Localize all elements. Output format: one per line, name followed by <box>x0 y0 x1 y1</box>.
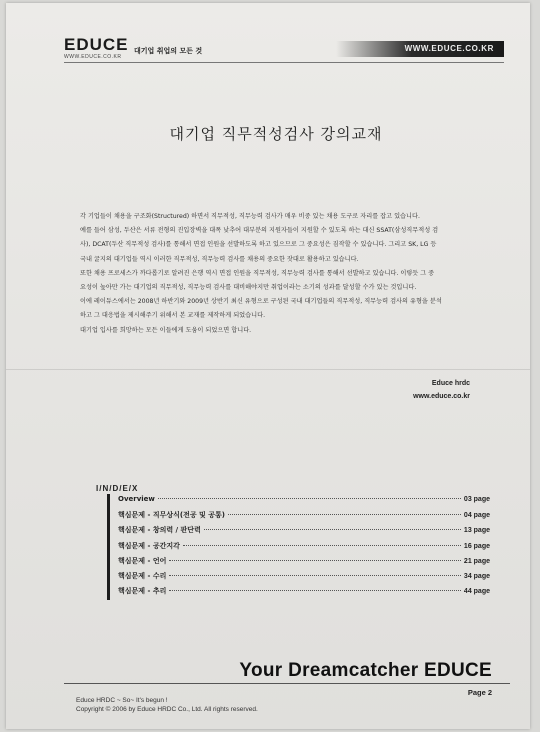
index-leader-dots <box>228 514 461 515</box>
document-title: 대기업 직무적성검사 강의교재 <box>169 125 383 143</box>
index-item <box>118 510 490 525</box>
index-item-page: 21 page <box>463 557 490 565</box>
signature-block <box>413 377 470 403</box>
header-divider <box>64 62 504 63</box>
footer-slogan: Your Dreamcatcher EDUCE <box>239 660 492 681</box>
index-item-page: 04 page <box>463 512 490 520</box>
index-leader-dots <box>158 498 461 499</box>
intro-line: 사), DCAT(두산 직무적성 검사)를 통해서 면접 인원을 선발하도록 하고 있으므로 그 중요성은 짐작할 수 있습니다. 그리고 SK, LG 등 <box>80 241 437 249</box>
intro-line: 이에 레이듀스에서는 2008년 하반기와 2009년 상반기 최신 유형으로 구성된 국내 대기업들의 직무적성, 직무능력 검사의 유형을 분석 <box>80 298 442 306</box>
intro-line: 각 기업들이 채용을 구조화(Structured) 하면서 직무적성, 직무능력 검사가 매우 비중 있는 채용 도구로 자리를 잡고 있습니다. <box>80 213 420 220</box>
intro-line: 또한 채용 프로세스가 까다롭기로 알려진 은행 역시 면접 인원을 직무적성, 직무능력 검사를 통해서 선발하고 있습니다. 이렇듯 그 중 <box>80 269 435 277</box>
index-item <box>118 525 490 540</box>
index-leader-dots <box>169 590 461 591</box>
index-item-page: 13 page <box>463 527 490 535</box>
index-item-label: 핵심문제 - 언어 <box>118 556 167 565</box>
intro-line: 예를 들어 삼성, 두산은 서류 전형의 진입장벽을 대폭 낮추어 대부분의 지원자들이 지원할 수 있도록 하는 대신 SSAT(삼성직무적성 검 <box>80 227 439 235</box>
index-item-label: 핵심문제 - 직무상식(전공 및 공통) <box>118 511 225 520</box>
educe-logo <box>64 36 129 60</box>
signature-url: www.educe.co.kr <box>413 393 470 400</box>
logo-url: WWW.EDUCE.CO.KR <box>64 54 122 60</box>
index-item-page: 03 page <box>463 496 490 503</box>
footer-line: Educe HRDC ~ So~ It's begun ! <box>76 697 168 704</box>
index-item-page: 16 page <box>463 542 490 550</box>
intro-line: 국내 굴지의 대기업들 역시 이러한 직무적성, 직무능력 검사를 채용의 중요한 잣대로 활용하고 있습니다. <box>80 255 359 263</box>
index-item-label: 핵심문제 - 수리 <box>118 571 167 580</box>
index-leader-dots <box>183 545 461 546</box>
index-leader-dots <box>169 575 461 576</box>
header-tagline: 대기업 취업의 모든 것 <box>134 47 203 55</box>
index-item-label: 핵심문제 - 추리 <box>118 587 167 596</box>
signature-org: Educe hrdc <box>431 380 470 387</box>
page-number: Page 2 <box>467 688 492 697</box>
index-item <box>118 571 490 586</box>
index-item <box>118 495 490 510</box>
intro-line: 대기업 입사를 희망하는 모든 이들에게 도움이 되었으면 합니다. <box>80 326 252 334</box>
intro-line: 하고 그 대응법을 제시해주기 위해서 본 교재를 제작하게 되었습니다. <box>80 312 266 320</box>
index-heading: I/N/D/E/X <box>96 484 139 493</box>
index-item-label: 핵심문제 - 창의력 / 판단력 <box>118 526 201 535</box>
index-leader-dots <box>169 560 461 561</box>
header-site-url: WWW.EDUCE.CO.KR <box>404 44 494 53</box>
intro-line: 요성이 높아만 가는 대기업의 직무적성, 직무능력 검사를 대비해야지만 취업이라는 소기의 성과를 달성할 수가 있는 것입니다. <box>80 284 417 292</box>
footer-copyright <box>76 696 258 714</box>
document-page <box>6 3 530 729</box>
footer-divider <box>64 683 510 684</box>
index-item <box>118 556 490 571</box>
index-item-page: 34 page <box>463 572 490 580</box>
index-item-label: 핵심문제 - 공간지각 <box>118 541 180 550</box>
index-item <box>118 586 490 601</box>
copyright-line: Copyright © 2006 by Educe HRDC Co., Ltd. All rights reserved. <box>76 706 258 713</box>
index-leader-dots <box>204 529 461 530</box>
index-bar <box>107 494 110 600</box>
header-url-bar <box>336 41 504 57</box>
index-item <box>118 541 490 556</box>
logo-text: EDUCE <box>64 35 129 54</box>
intro-text <box>80 210 500 338</box>
index-item-label: Overview <box>118 495 155 503</box>
index-item-page: 44 page <box>463 588 490 596</box>
index-list <box>118 495 490 601</box>
